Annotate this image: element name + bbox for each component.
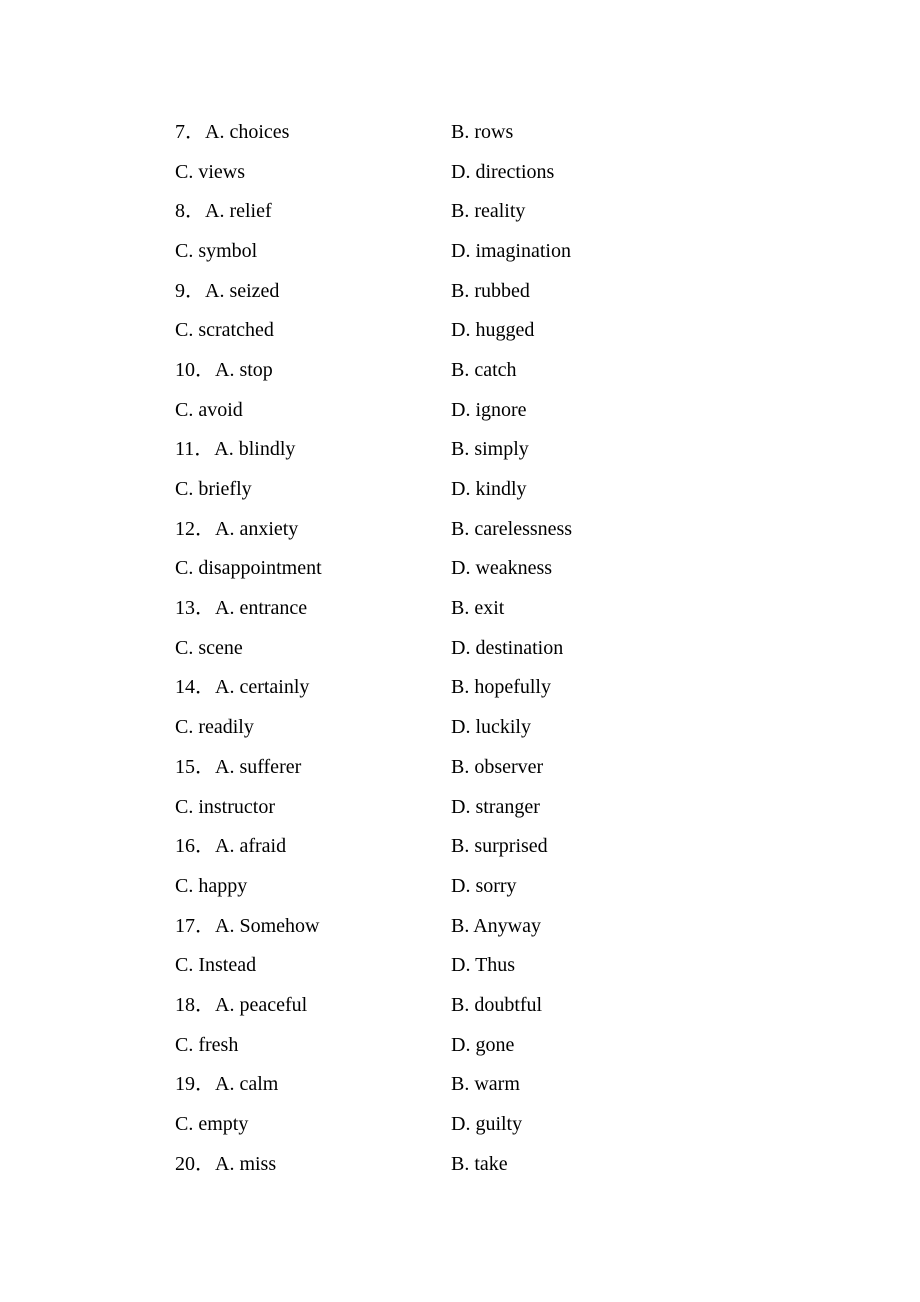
question-row-cd: [175, 152, 735, 192]
question-row-ab: [175, 588, 735, 628]
option-d: D. kindly: [451, 478, 527, 501]
option-b: B. exit: [451, 597, 505, 620]
option-d: D. Thus: [451, 954, 516, 977]
question-number: 10．: [175, 358, 215, 381]
option-a: A. relief: [205, 200, 272, 223]
question-number: 9．: [175, 279, 205, 302]
question-row-ab: [175, 826, 735, 866]
question-row-ab: [175, 1065, 735, 1105]
question-number: 19．: [175, 1073, 215, 1096]
question-number: 16．: [175, 835, 215, 858]
option-a-cell: [175, 757, 451, 777]
question-row-cd: [175, 866, 735, 906]
option-b: B. warm: [451, 1073, 520, 1096]
question-row-ab: [175, 112, 735, 152]
option-a: A. stop: [215, 358, 273, 381]
option-b: B. Anyway: [451, 914, 541, 937]
question-number: 13．: [175, 597, 215, 620]
question-number: 8．: [175, 200, 205, 223]
option-a-cell: [175, 916, 451, 936]
question-row-cd: [175, 628, 735, 668]
option-c: C. avoid: [175, 398, 243, 421]
option-b: B. carelessness: [451, 517, 573, 540]
option-a-cell: [175, 995, 451, 1015]
question-row-ab: [175, 509, 735, 549]
question-row-ab: [175, 668, 735, 708]
question-row-cd: [175, 945, 735, 985]
question-row-ab: [175, 747, 735, 787]
question-row-cd: [175, 1104, 735, 1144]
option-c: C. readily: [175, 716, 254, 739]
question-row-ab: [175, 906, 735, 946]
question-number: 14．: [175, 676, 215, 699]
option-d: D. imagination: [451, 239, 571, 262]
question-number: 7．: [175, 120, 205, 143]
option-a: A. anxiety: [215, 517, 299, 540]
option-b: B. reality: [451, 200, 526, 223]
option-c: C. fresh: [175, 1033, 239, 1056]
option-a-cell: [175, 836, 451, 856]
option-c: C. scene: [175, 636, 243, 659]
option-d: D. stranger: [451, 795, 540, 818]
option-a: A. Somehow: [215, 914, 320, 937]
option-c: C. instructor: [175, 795, 275, 818]
question-row-ab: [175, 1144, 735, 1184]
option-a: A. sufferer: [215, 755, 302, 778]
option-d: D. directions: [451, 160, 555, 183]
question-row-ab: [175, 350, 735, 390]
option-d: D. destination: [451, 636, 564, 659]
option-c: C. scratched: [175, 319, 274, 342]
question-row-cd: [175, 469, 735, 509]
option-b: B. simply: [451, 438, 529, 461]
option-c: C. disappointment: [175, 557, 322, 580]
question-number: 15．: [175, 755, 215, 778]
option-b: B. take: [451, 1152, 508, 1175]
question-row-cd: [175, 231, 735, 271]
question-row-cd: [175, 549, 735, 589]
question-row-ab: [175, 985, 735, 1025]
question-row-cd: [175, 390, 735, 430]
option-b: B. rows: [451, 120, 514, 143]
question-row-cd: [175, 787, 735, 827]
option-c: C. happy: [175, 874, 248, 897]
option-a-cell: [175, 1154, 451, 1174]
option-a: A. choices: [205, 120, 290, 143]
option-d: D. gone: [451, 1033, 515, 1056]
question-number: 17．: [175, 914, 215, 937]
option-c: C. views: [175, 160, 245, 183]
option-a-cell: [175, 122, 451, 142]
option-a-cell: [175, 439, 451, 459]
option-d: D. guilty: [451, 1113, 523, 1136]
option-b: B. rubbed: [451, 279, 530, 302]
option-a: A. seized: [205, 279, 280, 302]
option-b: B. hopefully: [451, 676, 551, 699]
option-d: D. sorry: [451, 874, 517, 897]
option-a-cell: [175, 1074, 451, 1094]
option-c: C. symbol: [175, 239, 258, 262]
option-a-cell: [175, 519, 451, 539]
option-d: D. ignore: [451, 398, 527, 421]
option-a-cell: [175, 598, 451, 618]
option-c: C. briefly: [175, 478, 252, 501]
question-number: 11．: [175, 438, 215, 461]
option-a: A. certainly: [215, 676, 310, 699]
option-b: B. doubtful: [451, 993, 543, 1016]
option-c: C. empty: [175, 1113, 249, 1136]
option-a: A. calm: [215, 1073, 279, 1096]
option-b: B. catch: [451, 358, 517, 381]
question-list: [175, 112, 735, 1184]
option-a-cell: [175, 360, 451, 380]
option-a: A. miss: [215, 1152, 277, 1175]
question-number: 18．: [175, 993, 215, 1016]
option-c: C. Instead: [175, 954, 257, 977]
option-d: D. luckily: [451, 716, 531, 739]
question-row-cd: [175, 310, 735, 350]
option-a: A. peaceful: [215, 993, 308, 1016]
option-a: A. entrance: [215, 597, 308, 620]
option-a: A. blindly: [214, 438, 296, 461]
question-row-ab: [175, 191, 735, 231]
option-d: D. weakness: [451, 557, 553, 580]
question-number: 12．: [175, 517, 215, 540]
option-a-cell: [175, 677, 451, 697]
option-a-cell: [175, 281, 451, 301]
question-number: 20．: [175, 1152, 215, 1175]
option-a-cell: [175, 201, 451, 221]
option-b: B. observer: [451, 755, 544, 778]
question-row-ab: [175, 271, 735, 311]
question-row-cd: [175, 707, 735, 747]
question-row-cd: [175, 1025, 735, 1065]
question-row-ab: [175, 430, 735, 470]
option-a: A. afraid: [215, 835, 287, 858]
option-b: B. surprised: [451, 835, 548, 858]
option-d: D. hugged: [451, 319, 535, 342]
